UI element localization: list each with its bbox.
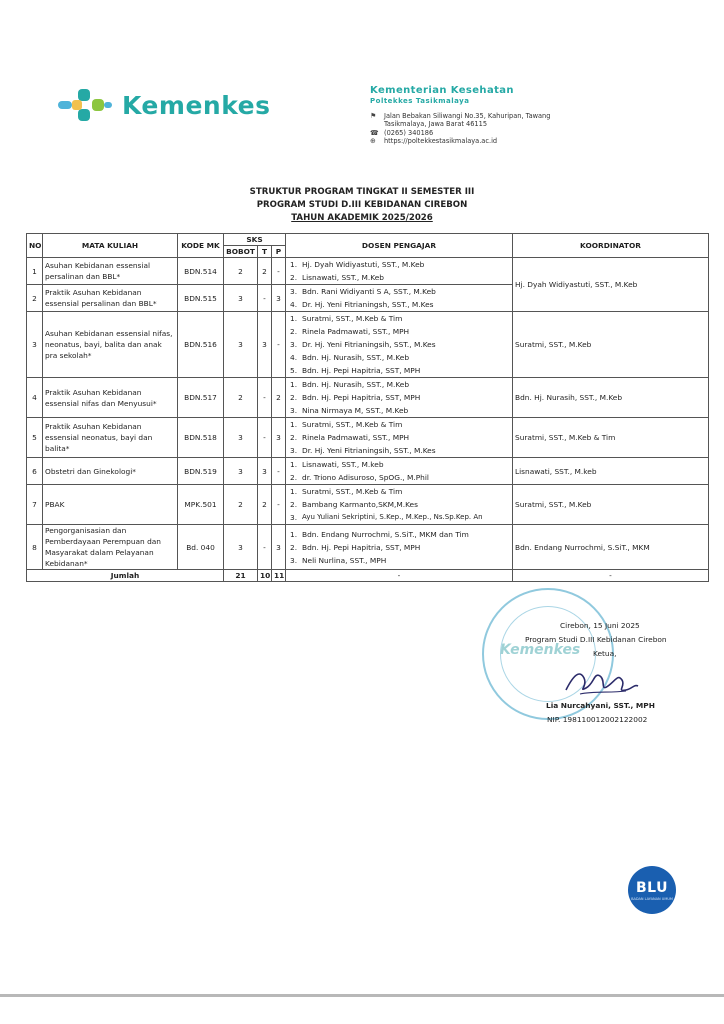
cell-no: 2 <box>27 285 43 312</box>
cell-koordinator: Suratmi, SST., M.Keb & Tim <box>513 418 709 458</box>
cell-t: - <box>258 525 272 570</box>
page-bottom-divider <box>0 994 724 997</box>
list-item: 2. Bambang Karmanto,SKM,M.Kes <box>290 500 418 509</box>
cell-koordinator: Bdn. Hj. Nurasih, SST., M.Keb <box>513 378 709 418</box>
list-item: 2. Bdn. Hj. Pepi Hapitria, SST, MPH <box>290 542 421 552</box>
cell-bobot: 3 <box>224 458 258 485</box>
total-dosen: - <box>286 570 513 582</box>
address-row <box>370 112 550 129</box>
cell-no: 8 <box>27 525 43 570</box>
cell-dosen <box>286 525 513 570</box>
cell-p: - <box>272 458 286 485</box>
cell-dosen <box>286 258 513 285</box>
handwritten-signature <box>560 664 640 700</box>
list-item: 3. Nina Nirmaya M, SST., M.Keb <box>290 406 409 415</box>
total-koordinator: - <box>513 570 709 582</box>
cell-p: 3 <box>272 285 286 312</box>
list-item: 4. Bdn. Hj. Nurasih, SST., M.Keb <box>290 353 410 362</box>
table-row <box>27 485 709 525</box>
table-row <box>27 418 709 458</box>
phone-row <box>370 129 550 137</box>
cell-mata-kuliah: Obstetri dan Ginekologi* <box>43 458 178 485</box>
cell-bobot: 2 <box>224 258 258 285</box>
cell-p: 3 <box>272 525 286 570</box>
col-t: T <box>258 246 272 258</box>
title-line-3: TAHUN AKADEMIK 2025/2026 <box>291 213 433 223</box>
list-item: 1. Bdn. Endang Nurrochmi, S.SiT., MKM dan Tim <box>290 529 469 539</box>
cell-dosen <box>286 485 513 525</box>
cell-p: - <box>272 485 286 525</box>
globe-icon: ⊕ <box>370 137 376 146</box>
list-item: 3. Bdn. Rani Widiyanti S A, SST., M.Keb <box>290 287 436 296</box>
cell-mata-kuliah: Praktik Asuhan Kebidanan essensial neonatus, bayi dan balita* <box>43 418 178 458</box>
cell-bobot: 2 <box>224 485 258 525</box>
location-icon: ⚑ <box>370 112 377 120</box>
cell-t: 3 <box>258 458 272 485</box>
total-p: 11 <box>272 570 286 582</box>
list-item: 2. Rinela Padmawati, SST., MPH <box>290 327 410 336</box>
cell-p: - <box>272 258 286 285</box>
table-row <box>27 525 709 570</box>
cell-p: - <box>272 312 286 378</box>
col-p: P <box>272 246 286 258</box>
ministry-title: Kementerian Kesehatan <box>370 85 514 96</box>
list-item: 1. Suratmi, SST., M.Keb & Tim <box>290 314 403 323</box>
kemenkes-logo <box>58 87 270 123</box>
ministry-header <box>370 85 514 105</box>
list-item: 1. Suratmi, SST., M.Keb & Tim <box>290 420 403 429</box>
cell-no: 4 <box>27 378 43 418</box>
cell-t: - <box>258 418 272 458</box>
cell-kode: BDN.515 <box>178 285 224 312</box>
list-item: 1. Bdn. Hj. Nurasih, SST., M.Keb <box>290 380 410 389</box>
list-item: 5. Bdn. Hj. Pepi Hapitria, SST, MPH <box>290 366 421 375</box>
signature-place-date: Cirebon, 15 Juni 2025 <box>560 621 640 630</box>
list-item: 3. Dr. Hj. Yeni Fitrianingsih, SST., M.Kes <box>290 446 436 455</box>
cell-kode: BDN.516 <box>178 312 224 378</box>
list-item: 3. Neli Nurlina, SST., MPH <box>290 555 387 565</box>
cell-mata-kuliah: Asuhan Kebidanan essensial nifas, neonatus, bayi, balita dan anak pra sekolah* <box>43 312 178 378</box>
col-koordinator: KOORDINATOR <box>513 234 709 258</box>
cell-koordinator: Bdn. Endang Nurrochmi, S.SiT., MKM <box>513 525 709 570</box>
col-bobot: BOBOT <box>224 246 258 258</box>
cell-no: 1 <box>27 258 43 285</box>
document-title <box>0 186 724 225</box>
cell-bobot: 3 <box>224 418 258 458</box>
website-link[interactable]: https://poltekkestasikmalaya.ac.id <box>384 137 498 146</box>
ministry-subtitle: Poltekkes Tasikmalaya <box>370 97 470 105</box>
cell-mata-kuliah: PBAK <box>43 485 178 525</box>
program-structure-table <box>26 233 709 582</box>
table-row <box>27 312 709 378</box>
col-dosen: DOSEN PENGAJAR <box>286 234 513 258</box>
cell-no: 3 <box>27 312 43 378</box>
list-item: 1. Lisnawati, SST., M.keb <box>290 460 384 469</box>
cell-koordinator: Suratmi, SST., M.Keb <box>513 485 709 525</box>
cell-dosen <box>286 312 513 378</box>
signature-program: Program Studi D.III Kebidanan Cirebon <box>525 635 667 644</box>
table-row <box>27 458 709 485</box>
total-row <box>27 570 709 582</box>
cell-koordinator: Hj. Dyah Widiyastuti, SST., M.Keb <box>513 258 709 312</box>
list-item: 1. Hj. Dyah Widiyastuti, SST., M.Keb <box>290 260 425 269</box>
title-line-2: PROGRAM STUDI D.III KEBIDANAN CIREBON <box>256 200 468 210</box>
cell-t: 2 <box>258 258 272 285</box>
col-mata-kuliah: MATA KULIAH <box>43 234 178 258</box>
cell-p: 2 <box>272 378 286 418</box>
cell-t: - <box>258 285 272 312</box>
col-no: NO <box>27 234 43 258</box>
cell-kode: BDN.518 <box>178 418 224 458</box>
cell-kode: BDN.519 <box>178 458 224 485</box>
cell-p: 3 <box>272 418 286 458</box>
cell-mata-kuliah: Praktik Asuhan Kebidanan essensial nifas dan Menyusui* <box>43 378 178 418</box>
cell-mata-kuliah: Praktik Asuhan Kebidanan essensial persalinan dan BBL* <box>43 285 178 312</box>
signatory-nip: NIP. 198110012002122002 <box>547 715 648 724</box>
cell-mata-kuliah: Pengorganisasian dan Pemberdayaan Perempuan dan Masyarakat dalam Pelayanan Kebidanan* <box>43 525 178 570</box>
list-item: 2. dr. Triono Adisuroso, SpOG., M.Phil <box>290 473 429 482</box>
blu-badge-text: BLU <box>636 879 668 896</box>
cell-bobot: 3 <box>224 525 258 570</box>
list-item: 3. Dr. Hj. Yeni Fitrianingsih, SST., M.Kes <box>290 340 436 349</box>
phone-icon: ☎ <box>370 128 379 137</box>
logo-wordmark: Kemenkes <box>122 90 271 120</box>
cell-bobot: 3 <box>224 285 258 312</box>
cell-dosen <box>286 418 513 458</box>
list-item: 2. Lisnawati, SST., M.Keb <box>290 273 384 282</box>
signatory-name: Lia Nurcahyani, SST., MPH <box>546 701 655 710</box>
list-item: 4. Dr. Hj. Yeni Fitrianingsh, SST., M.Kes <box>290 300 434 309</box>
total-label: Jumlah <box>27 570 224 582</box>
signature-role: Ketua, <box>593 649 617 658</box>
list-item: 1. Suratmi, SST., M.Keb & Tim <box>290 487 403 496</box>
cell-kode: BDN.517 <box>178 378 224 418</box>
cell-koordinator: Lisnawati, SST., M.keb <box>513 458 709 485</box>
cell-dosen <box>286 285 513 312</box>
cell-kode: BDN.514 <box>178 258 224 285</box>
cell-dosen <box>286 458 513 485</box>
kemenkes-logo-icon <box>58 87 114 123</box>
cell-bobot: 2 <box>224 378 258 418</box>
stamp-logo-text: Kemenkes <box>500 642 581 658</box>
table-row <box>27 258 709 285</box>
list-item: 3. Ayu Yuliani Sekriptini, S.Kep., M.Kep., Ns.Sp.Kep. An <box>290 513 483 522</box>
list-item: 2. Bdn. Hj. Pepi Hapitria, SST, MPH <box>290 393 421 402</box>
website-row <box>370 137 550 145</box>
cell-no: 5 <box>27 418 43 458</box>
total-bobot: 21 <box>224 570 258 582</box>
cell-bobot: 3 <box>224 312 258 378</box>
phone-text: (0265) 340186 <box>384 128 434 137</box>
table-header-row <box>27 234 709 246</box>
total-t: 10 <box>258 570 272 582</box>
blu-badge <box>628 866 676 914</box>
cell-koordinator: Suratmi, SST., M.Keb <box>513 312 709 378</box>
table-row <box>27 378 709 418</box>
cell-no: 6 <box>27 458 43 485</box>
cell-kode: Bd. 040 <box>178 525 224 570</box>
address-text: Jalan Bebakan Siliwangi No.35, Kahuripan, Tawang Tasikmalaya, Jawa Barat 46115 <box>384 112 551 129</box>
cell-no: 7 <box>27 485 43 525</box>
list-item: 2. Rinela Padmawati, SST., MPH <box>290 433 410 442</box>
blu-badge-subtext: BADAN LAYANAN UMUM <box>631 896 673 901</box>
cell-t: 3 <box>258 312 272 378</box>
col-kode-mk: KODE MK <box>178 234 224 258</box>
contact-info <box>370 112 550 146</box>
cell-t: - <box>258 378 272 418</box>
cell-t: 2 <box>258 485 272 525</box>
col-sks: SKS <box>224 234 286 246</box>
cell-dosen <box>286 378 513 418</box>
cell-mata-kuliah: Asuhan Kebidanan essensial persalinan dan BBL* <box>43 258 178 285</box>
title-line-1: STRUKTUR PROGRAM TINGKAT II SEMESTER III <box>249 187 475 197</box>
cell-kode: MPK.501 <box>178 485 224 525</box>
